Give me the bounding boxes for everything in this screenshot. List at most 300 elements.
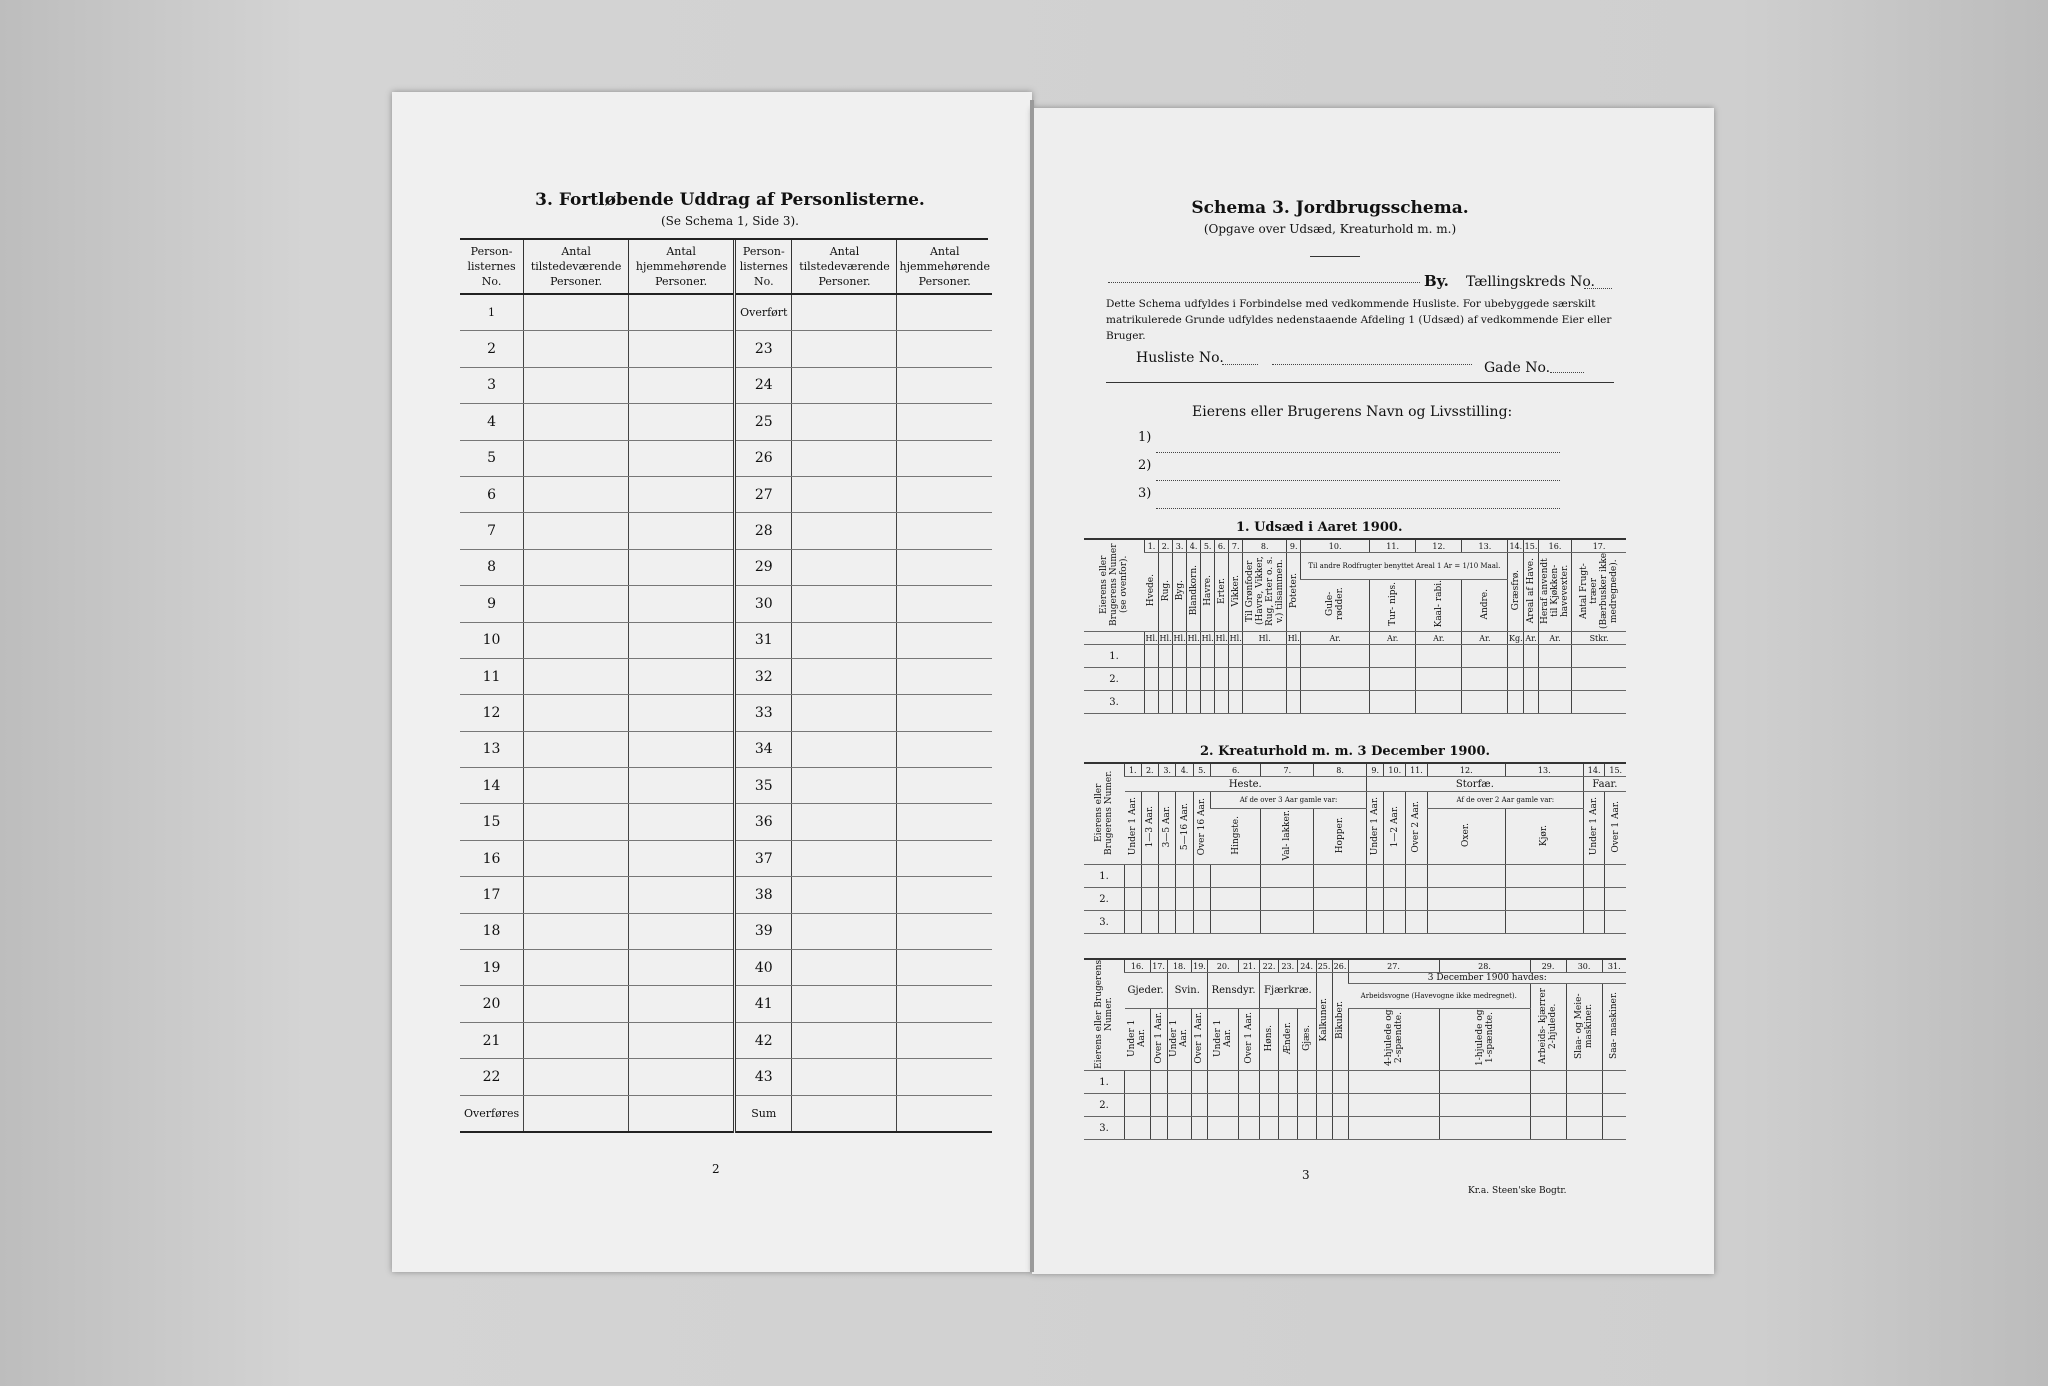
resident-count-cell[interactable] [897, 731, 992, 767]
data-cell[interactable] [1530, 1094, 1566, 1117]
data-cell[interactable] [1261, 911, 1314, 934]
present-count-cell[interactable] [524, 768, 629, 804]
data-cell[interactable] [1572, 691, 1626, 714]
data-cell[interactable] [1243, 668, 1287, 691]
kreds-label: Tællingskreds No. [1466, 274, 1595, 290]
data-cell[interactable] [1201, 645, 1215, 668]
resident-count-cell[interactable] [897, 695, 992, 731]
data-cell[interactable] [1508, 668, 1524, 691]
data-cell[interactable] [1332, 1071, 1348, 1094]
resident-count-cell[interactable] [897, 622, 992, 658]
data-cell[interactable] [1406, 865, 1428, 888]
data-cell[interactable] [1530, 1117, 1566, 1140]
data-cell[interactable] [1215, 691, 1229, 714]
data-cell[interactable] [1439, 1117, 1530, 1140]
data-cell[interactable] [1297, 1071, 1316, 1094]
data-cell[interactable] [1439, 1071, 1530, 1094]
data-cell[interactable] [1150, 1117, 1167, 1140]
data-cell[interactable] [1416, 645, 1462, 668]
data-cell[interactable] [1167, 1071, 1191, 1094]
data-cell[interactable] [1538, 668, 1571, 691]
table-row [460, 986, 992, 1022]
resident-count-cell[interactable] [629, 768, 735, 804]
resident-count-cell[interactable] [897, 877, 992, 913]
data-cell[interactable] [1173, 691, 1187, 714]
present-count-cell[interactable] [524, 1059, 629, 1095]
resident-count-cell[interactable] [897, 404, 992, 440]
by-field[interactable] [1108, 282, 1420, 283]
data-cell[interactable] [1384, 911, 1406, 934]
resident-count-cell[interactable] [897, 1059, 992, 1095]
data-cell[interactable] [1141, 888, 1158, 911]
data-cell[interactable] [1316, 1094, 1332, 1117]
data-cell[interactable] [1145, 645, 1159, 668]
data-cell[interactable] [1287, 645, 1301, 668]
data-cell[interactable] [1583, 888, 1605, 911]
data-cell[interactable] [1141, 911, 1158, 934]
resident-count-cell[interactable] [897, 294, 992, 331]
data-cell[interactable] [1176, 865, 1193, 888]
data-cell[interactable] [1316, 1117, 1332, 1140]
kreds-field[interactable] [1584, 288, 1612, 289]
resident-count-cell[interactable] [629, 404, 735, 440]
data-cell[interactable] [1332, 1094, 1348, 1117]
data-cell[interactable] [1602, 1071, 1626, 1094]
present-count-cell[interactable] [792, 768, 897, 804]
resident-count-cell[interactable] [629, 367, 735, 403]
group-december: 3 December 1900 havdes: [1348, 973, 1626, 984]
data-cell[interactable] [1427, 911, 1505, 934]
resident-count-cell[interactable] [629, 549, 735, 585]
resident-count-cell[interactable] [629, 950, 735, 986]
resident-count-cell[interactable] [897, 367, 992, 403]
resident-count-cell[interactable] [629, 331, 735, 367]
present-count-cell[interactable] [524, 695, 629, 731]
row-number: 15 [460, 804, 524, 840]
data-cell[interactable] [1211, 911, 1261, 934]
data-cell[interactable] [1173, 645, 1187, 668]
row-label: 3. [1084, 691, 1145, 714]
data-cell[interactable] [1314, 911, 1367, 934]
data-cell[interactable] [1524, 668, 1539, 691]
resident-count-cell[interactable] [629, 1095, 735, 1132]
present-count-cell[interactable] [792, 440, 897, 476]
data-cell[interactable] [1287, 691, 1301, 714]
present-count-cell[interactable] [792, 1095, 897, 1132]
data-cell[interactable] [1207, 1094, 1239, 1117]
column-number: 8. [1314, 764, 1367, 777]
present-count-cell[interactable] [524, 513, 629, 549]
data-cell[interactable] [1505, 911, 1583, 934]
present-count-cell[interactable] [792, 622, 897, 658]
data-cell[interactable] [1239, 1117, 1260, 1140]
data-cell[interactable] [1348, 1071, 1439, 1094]
data-cell[interactable] [1524, 645, 1539, 668]
data-cell[interactable] [1211, 865, 1261, 888]
resident-count-cell[interactable] [629, 986, 735, 1022]
data-cell[interactable] [1370, 668, 1416, 691]
data-cell[interactable] [1158, 911, 1175, 934]
present-count-cell[interactable] [792, 658, 897, 694]
data-cell[interactable] [1316, 1071, 1332, 1094]
data-cell[interactable] [1145, 668, 1159, 691]
data-cell[interactable] [1125, 888, 1142, 911]
data-cell[interactable] [1301, 691, 1370, 714]
present-count-cell[interactable] [792, 294, 897, 331]
data-cell[interactable] [1192, 1117, 1208, 1140]
resident-count-cell[interactable] [897, 804, 992, 840]
data-cell[interactable] [1207, 1071, 1239, 1094]
data-cell[interactable] [1427, 888, 1505, 911]
resident-count-cell[interactable] [897, 986, 992, 1022]
present-count-cell[interactable] [792, 513, 897, 549]
data-cell[interactable] [1462, 668, 1508, 691]
data-cell[interactable] [1229, 645, 1243, 668]
data-cell[interactable] [1192, 1094, 1208, 1117]
resident-count-cell[interactable] [629, 440, 735, 476]
data-cell[interactable] [1583, 865, 1605, 888]
column-number: 25. [1317, 961, 1331, 971]
data-cell[interactable] [1173, 668, 1187, 691]
data-cell[interactable] [1301, 668, 1370, 691]
row-number: 25 [735, 404, 792, 440]
present-count-cell[interactable] [524, 986, 629, 1022]
present-count-cell[interactable] [792, 804, 897, 840]
data-cell[interactable] [1145, 691, 1159, 714]
table-row [460, 840, 992, 876]
data-cell[interactable] [1239, 1071, 1260, 1094]
data-cell[interactable] [1278, 1071, 1297, 1094]
present-count-cell[interactable] [524, 294, 629, 331]
left-page-number: 2 [712, 1162, 720, 1176]
data-cell[interactable] [1416, 668, 1462, 691]
present-count-cell[interactable] [792, 476, 897, 512]
livestock-header-text: Høns. [1264, 1024, 1275, 1052]
present-count-cell[interactable] [524, 913, 629, 949]
crop-header [1524, 553, 1539, 632]
crop-header [1215, 553, 1229, 632]
owner-field-3[interactable] [1156, 508, 1560, 509]
present-count-cell[interactable] [792, 331, 897, 367]
instructions-text: Dette Schema udfyldes i Forbindelse med vedkommende Husliste. For ubebyggede særskilt matrikulerede Grunde udfyldes nedenstaaende Afdeling 1 (Udsæd) af vedkommende Eier eller Bruger. [1106, 298, 1612, 342]
data-cell[interactable] [1314, 888, 1367, 911]
data-cell[interactable] [1370, 691, 1416, 714]
present-count-cell[interactable] [524, 731, 629, 767]
livestock-header [1207, 1009, 1239, 1071]
data-cell[interactable] [1215, 645, 1229, 668]
unit-label: Hl. [1159, 633, 1172, 643]
row-label: 1. [1084, 1071, 1125, 1094]
present-count-cell[interactable] [524, 950, 629, 986]
data-cell[interactable] [1287, 668, 1301, 691]
resident-count-cell[interactable] [897, 440, 992, 476]
husliste-field[interactable] [1222, 364, 1258, 365]
data-cell[interactable] [1505, 865, 1583, 888]
present-count-cell[interactable] [524, 840, 629, 876]
data-cell[interactable] [1605, 911, 1626, 934]
resident-count-cell[interactable] [629, 476, 735, 512]
data-cell[interactable] [1332, 1117, 1348, 1140]
resident-count-cell[interactable] [897, 586, 992, 622]
resident-count-cell[interactable] [629, 877, 735, 913]
data-cell[interactable] [1439, 1094, 1530, 1117]
row-number: 9 [460, 586, 524, 622]
data-cell[interactable] [1462, 691, 1508, 714]
present-count-cell[interactable] [524, 1095, 629, 1132]
crop-header-text: Vikker. [1230, 574, 1241, 607]
data-cell[interactable] [1348, 1117, 1439, 1140]
resident-count-cell[interactable] [629, 513, 735, 549]
resident-count-cell[interactable] [897, 768, 992, 804]
data-cell[interactable] [1462, 645, 1508, 668]
data-cell[interactable] [1508, 645, 1524, 668]
gade-field[interactable] [1550, 372, 1584, 373]
data-cell[interactable] [1193, 911, 1210, 934]
data-cell[interactable] [1605, 888, 1626, 911]
crop-header [1301, 580, 1370, 632]
data-cell[interactable] [1572, 668, 1626, 691]
present-count-cell[interactable] [524, 404, 629, 440]
resident-count-cell[interactable] [897, 1095, 992, 1132]
col-header: Person- listernes No. [735, 240, 792, 294]
data-cell[interactable] [1524, 691, 1539, 714]
data-cell[interactable] [1416, 691, 1462, 714]
table-row [460, 1095, 992, 1132]
data-cell[interactable] [1367, 865, 1384, 888]
data-cell[interactable] [1187, 691, 1201, 714]
resident-count-cell[interactable] [629, 913, 735, 949]
data-cell[interactable] [1193, 865, 1210, 888]
column-number: 29. [1530, 960, 1566, 973]
data-cell[interactable] [1229, 668, 1243, 691]
data-cell[interactable] [1602, 1094, 1626, 1117]
data-cell[interactable] [1125, 1071, 1151, 1094]
data-cell[interactable] [1239, 1094, 1260, 1117]
data-cell[interactable] [1243, 645, 1287, 668]
resident-count-cell[interactable] [897, 658, 992, 694]
present-count-cell[interactable] [524, 804, 629, 840]
data-cell[interactable] [1150, 1071, 1167, 1094]
data-cell[interactable] [1260, 1117, 1279, 1140]
data-cell[interactable] [1229, 691, 1243, 714]
data-cell[interactable] [1150, 1094, 1167, 1117]
livestock-header [1125, 792, 1142, 865]
data-cell[interactable] [1538, 645, 1571, 668]
data-cell[interactable] [1566, 1117, 1602, 1140]
data-cell[interactable] [1167, 1117, 1191, 1140]
present-count-cell[interactable] [792, 986, 897, 1022]
data-cell[interactable] [1384, 888, 1406, 911]
row-header-text: Eierens eller Brugerens Numer. [1094, 770, 1114, 856]
data-cell[interactable] [1158, 865, 1175, 888]
col-header: Antal hjemmehørende Personer. [897, 240, 992, 294]
data-cell[interactable] [1605, 865, 1626, 888]
data-cell[interactable] [1406, 911, 1428, 934]
resident-count-cell[interactable] [629, 695, 735, 731]
row-number: 19 [460, 950, 524, 986]
resident-count-cell[interactable] [629, 294, 735, 331]
data-cell[interactable] [1176, 911, 1193, 934]
row-number: 36 [735, 804, 792, 840]
present-count-cell[interactable] [792, 840, 897, 876]
resident-count-cell[interactable] [897, 476, 992, 512]
data-cell[interactable] [1406, 888, 1428, 911]
present-count-cell[interactable] [792, 877, 897, 913]
resident-count-cell[interactable] [897, 950, 992, 986]
data-cell[interactable] [1508, 691, 1524, 714]
data-cell[interactable] [1505, 888, 1583, 911]
column-number-row [1084, 540, 1626, 553]
section2-title: 2. Kreaturhold m. m. 3 December 1900. [1200, 744, 1491, 759]
present-count-cell[interactable] [524, 476, 629, 512]
row-label: 3. [1084, 911, 1125, 934]
data-cell[interactable] [1176, 888, 1193, 911]
table-row [1084, 888, 1626, 911]
row-header-text: Eierens eller Brugerens Numer. [1094, 959, 1114, 1069]
header-row [1084, 553, 1626, 580]
data-cell[interactable] [1125, 865, 1142, 888]
livestock-header [1260, 1009, 1279, 1071]
group-faar: Faar. [1583, 777, 1626, 792]
data-cell[interactable] [1602, 1117, 1626, 1140]
data-cell[interactable] [1261, 865, 1314, 888]
row-label: 1. [1084, 645, 1145, 668]
data-cell[interactable] [1201, 691, 1215, 714]
owner-field-1[interactable] [1156, 452, 1560, 453]
data-cell[interactable] [1566, 1071, 1602, 1094]
data-cell[interactable] [1367, 888, 1384, 911]
crop-header [1370, 580, 1416, 632]
present-count-cell[interactable] [792, 1022, 897, 1058]
present-count-cell[interactable] [792, 695, 897, 731]
resident-count-cell[interactable] [629, 840, 735, 876]
group-row [1084, 777, 1626, 792]
data-cell[interactable] [1301, 645, 1370, 668]
present-count-cell[interactable] [524, 549, 629, 585]
present-count-cell[interactable] [524, 622, 629, 658]
data-cell[interactable] [1243, 691, 1287, 714]
present-count-cell[interactable] [792, 549, 897, 585]
resident-count-cell[interactable] [897, 513, 992, 549]
data-cell[interactable] [1530, 1071, 1566, 1094]
resident-count-cell[interactable] [629, 658, 735, 694]
data-cell[interactable] [1125, 911, 1142, 934]
data-cell[interactable] [1314, 865, 1367, 888]
data-cell[interactable] [1427, 865, 1505, 888]
unit-label: Ar. [1416, 632, 1462, 645]
owner-field-2[interactable] [1156, 480, 1560, 481]
row-number: 37 [735, 840, 792, 876]
resident-count-cell[interactable] [629, 1022, 735, 1058]
present-count-cell[interactable] [524, 658, 629, 694]
row-number: 13 [460, 731, 524, 767]
data-cell[interactable] [1159, 668, 1173, 691]
data-cell[interactable] [1261, 888, 1314, 911]
data-cell[interactable] [1159, 645, 1173, 668]
data-cell[interactable] [1201, 668, 1215, 691]
crop-header-text: Kaal- rabi. [1433, 580, 1444, 628]
present-count-cell[interactable] [792, 913, 897, 949]
present-count-cell[interactable] [524, 586, 629, 622]
data-cell[interactable] [1215, 668, 1229, 691]
data-cell[interactable] [1370, 645, 1416, 668]
column-number: 22. [1260, 960, 1279, 973]
data-cell[interactable] [1566, 1094, 1602, 1117]
data-cell[interactable] [1538, 691, 1571, 714]
data-cell[interactable] [1297, 1117, 1316, 1140]
livestock-header [1384, 792, 1406, 865]
data-cell[interactable] [1572, 645, 1626, 668]
data-cell[interactable] [1158, 888, 1175, 911]
data-cell[interactable] [1348, 1094, 1439, 1117]
data-cell[interactable] [1187, 645, 1201, 668]
row-number: 39 [735, 913, 792, 949]
resident-count-cell[interactable] [897, 840, 992, 876]
present-count-cell[interactable] [792, 404, 897, 440]
column-number: 16. [1538, 540, 1571, 553]
resident-count-cell[interactable] [897, 549, 992, 585]
data-cell[interactable] [1125, 1094, 1151, 1117]
row-number: 27 [735, 476, 792, 512]
data-cell[interactable] [1297, 1094, 1316, 1117]
present-count-cell[interactable] [524, 440, 629, 476]
resident-count-cell[interactable] [897, 913, 992, 949]
resident-count-cell[interactable] [629, 586, 735, 622]
data-cell[interactable] [1583, 911, 1605, 934]
data-cell[interactable] [1159, 691, 1173, 714]
present-count-cell[interactable] [792, 367, 897, 403]
data-cell[interactable] [1367, 911, 1384, 934]
data-cell[interactable] [1260, 1094, 1279, 1117]
table-row [460, 294, 992, 331]
resident-count-cell[interactable] [629, 804, 735, 840]
data-cell[interactable] [1278, 1117, 1297, 1140]
data-cell[interactable] [1167, 1094, 1191, 1117]
data-cell[interactable] [1260, 1071, 1279, 1094]
data-cell[interactable] [1187, 668, 1201, 691]
livestock-header-text: Under 1 Aar. [1370, 797, 1381, 856]
present-count-cell[interactable] [524, 331, 629, 367]
row-label: 1. [1084, 865, 1125, 888]
data-cell[interactable] [1278, 1094, 1297, 1117]
present-count-cell[interactable] [524, 1022, 629, 1058]
resident-count-cell[interactable] [629, 1059, 735, 1095]
resident-count-cell[interactable] [629, 731, 735, 767]
data-cell[interactable] [1125, 1117, 1151, 1140]
row-number: 40 [735, 950, 792, 986]
row-number: 14 [460, 768, 524, 804]
data-cell[interactable] [1207, 1117, 1239, 1140]
data-cell[interactable] [1192, 1071, 1208, 1094]
present-count-cell[interactable] [524, 877, 629, 913]
present-count-cell[interactable] [792, 1059, 897, 1095]
data-cell[interactable] [1384, 865, 1406, 888]
resident-count-cell[interactable] [629, 622, 735, 658]
row-number: 7 [460, 513, 524, 549]
data-cell[interactable] [1193, 888, 1210, 911]
column-number: 19. [1193, 961, 1206, 971]
present-count-cell[interactable] [792, 950, 897, 986]
column-number: 13. [1462, 540, 1508, 553]
present-count-cell[interactable] [792, 731, 897, 767]
resident-count-cell[interactable] [897, 331, 992, 367]
resident-count-cell[interactable] [897, 1022, 992, 1058]
data-cell[interactable] [1141, 865, 1158, 888]
present-count-cell[interactable] [792, 586, 897, 622]
street-field[interactable] [1272, 364, 1472, 365]
data-cell[interactable] [1211, 888, 1261, 911]
present-count-cell[interactable] [524, 367, 629, 403]
